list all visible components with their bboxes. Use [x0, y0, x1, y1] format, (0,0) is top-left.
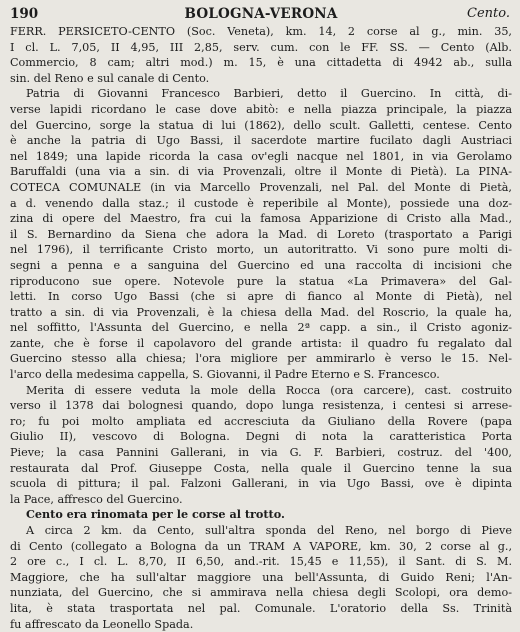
- text-line: sin. del Reno e sul canale di Cento.: [10, 71, 210, 85]
- guide-text: [10, 24, 512, 632]
- text-line: Patria di Giovanni Francesco Barbieri, detto il Guercino. In città, di-: [26, 87, 512, 101]
- running-title: BOLOGNA-VERONA: [184, 6, 338, 22]
- text-line: Pieve; la casa Pannini Gallerani, in via G. F. Barbieri, costruz. del '400,: [10, 446, 512, 460]
- text-line: di Cento (collegato a Bologna da un TRAM A VAPORE, km. 30, 2 corse al g.,: [10, 539, 512, 553]
- text-line: A circa 2 km. da Cento, sull'altra sponda del Reno, nel borgo di Pieve: [26, 524, 512, 537]
- text-line: la Pace, affresco del Guercino.: [10, 492, 183, 506]
- text-line: nunziata, del Guercino, che si ammirava nella chiesa degli Scolopi, ora demo-: [10, 586, 512, 600]
- text-line: lita, è stata trasportata nel pal. Comunale. L'oratorio della Ss. Trinità: [10, 601, 512, 615]
- text-line: nel 1796), il terrificante Cristo morto, un autoritratto. Vi sono pure molti di-: [10, 243, 512, 257]
- text-line: nel soffitto, l'Assunta del Guercino, e nella 2ª capp. a sin., il Cristo agoniz-: [10, 321, 512, 335]
- text-line: Merita di essere veduta la mole della Rocca (ora carcere), cast. costruito: [26, 383, 512, 397]
- text-line: verse lapidi ricordano le case dove abitò: e nella piazza principale, la piazza: [10, 102, 512, 116]
- text-line: Baruffaldi (una via a sin. di via Provenzali, oltre il Monte di Pietà). La PINA-: [10, 165, 512, 179]
- page-number: 190: [10, 6, 39, 22]
- text-line: zina di opere del Maestro, fra cui la famosa Apparizione di Cristo alla Mad.,: [10, 212, 512, 226]
- text-line: è anche la patria di Ugo Bassi, il sacerdote martire fucilato dagli Austriaci: [10, 134, 512, 148]
- text-line: verso il 1378 dai bolognesi quando, dopo lunga resistenza, i centesi si arrese-: [10, 399, 512, 413]
- text-line: Maggiore, che ha sull'altar maggiore una bell'Assunta, di Guido Reni; l'An-: [10, 570, 512, 584]
- text-line: Giulio II), vescovo di Bologna. Degni di nota la caratteristica Porta: [10, 430, 512, 444]
- text-line: segni a penna e a sanguina del Guercino ed una raccolta di incisioni che: [10, 258, 512, 272]
- text-line: il S. Bernardino da Siena che adora la Mad. di Loreto (trasportato a Parigi: [10, 227, 512, 241]
- text-line: zante, che è forse il capolavoro del grande artista: il quadro fu regalato dal: [10, 336, 512, 350]
- text-line: del Guercino, sorge la statua di lui (1862), dello scult. Galletti, centese. Cento: [10, 118, 512, 132]
- text-line: 2 ore c., I cl. L. 8,70, II 6,50, and.-rit. 15,45 e 11,55), il Sant. di S. M.: [10, 555, 512, 569]
- section-title: Cento.: [467, 6, 510, 21]
- text-line: tratto a sin. di via Provenzali, è la chiesa della Mad. del Roscrio, la quale ha,: [10, 305, 512, 319]
- text-line: I cl. L. 7,05, II 4,95, III 2,85, serv. cum. con le FF. SS. — Cento (Alb.: [10, 40, 512, 54]
- text-line: restaurata dal Prof. Giuseppe Costa, nella quale il Guercino tenne la sua: [10, 461, 512, 475]
- text-line: l'arco della medesima cappella, S. Giovanni, il Padre Eterno e S. Francesco.: [10, 368, 440, 382]
- text-line: scuola di pittura; il pal. Falzoni Gallerani, in via Ugo Bassi, ove è dipinta: [10, 477, 512, 491]
- text-line: a d. venendo dalla staz.; il custode è reperibile al Monte), possiede una doz-: [10, 196, 512, 210]
- text-line: nel 1849; una lapide ricorda la casa ov'egli nacque nel 1801, in via Gerolamo: [10, 149, 512, 163]
- text-line: letti. In corso Ugo Bassi (che si apre di fianco al Monte di Pietà), nel: [10, 290, 512, 304]
- text-line: Guercino stesso alla chiesa; l'ora migliore per ammirarlo è verso le 15. Nel-: [10, 352, 512, 366]
- text-line: Commercio, 8 cam; altri mod.) m. 15, è una cittadetta di 4942 ab., sulla: [10, 56, 512, 70]
- running-header: [10, 4, 512, 24]
- text-line: FERR. PERSICETO-CENTO (Soc. Veneta), km. 14, 2 corse al g., min. 35,: [10, 25, 512, 38]
- text-line: Cento era rinomata per le corse al trotto.: [26, 507, 285, 522]
- text-line: ro; fu poi molto ampliata ed accresciuta da Giuliano della Rovere (papa: [10, 414, 512, 428]
- text-line: riproducono sue opere. Notevole pure la statua «La Primavera» del Gal-: [10, 274, 512, 288]
- text-line: fu affrescato da Leonello Spada.: [10, 617, 194, 631]
- text-line: COTECA COMUNALE (in via Marcello Provenzali, nel Pal. del Monte di Pietà,: [10, 180, 512, 194]
